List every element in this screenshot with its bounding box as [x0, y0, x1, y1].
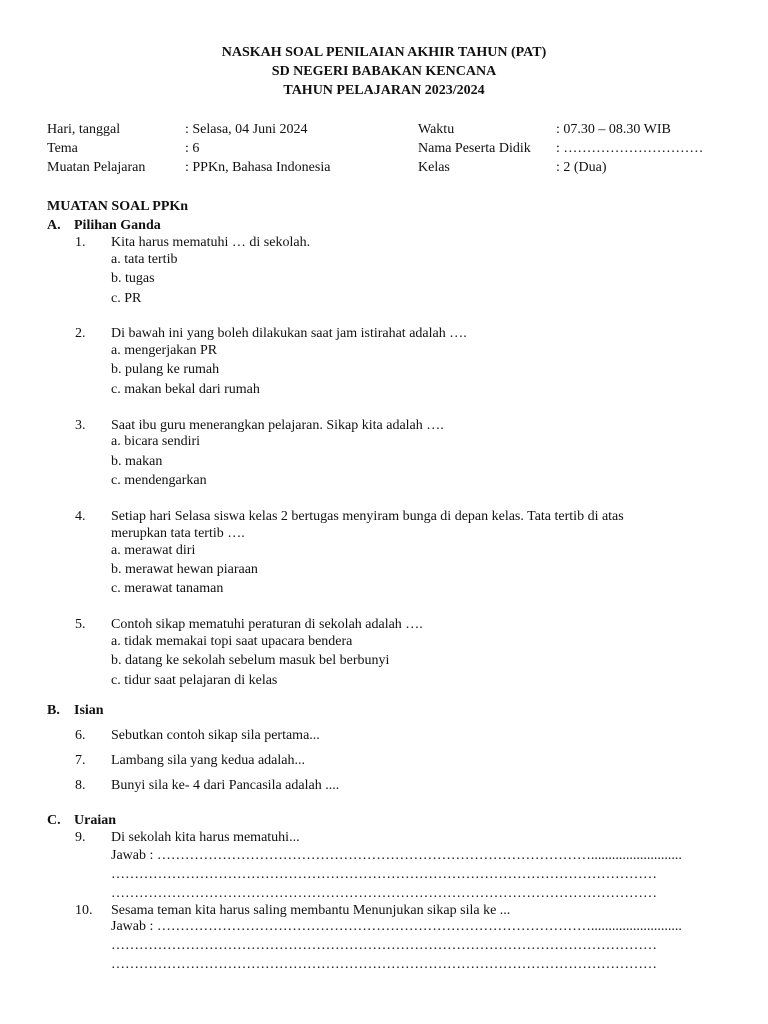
header-title-line1: NASKAH SOAL PENILAIAN AKHIR TAHUN (PAT) [221, 45, 547, 60]
answer-option: a. mengerjakan PR [111, 343, 218, 358]
answer-option: c. makan bekal dari rumah [111, 382, 260, 397]
meta-time-label: Waktu [418, 122, 455, 137]
meta-day-date-value: : Selasa, 04 Juni 2024 [185, 122, 308, 137]
answer-option: b. merawat hewan piaraan [111, 562, 258, 577]
answer-line: Jawab : ………………………………………………………………………………….......................... [111, 919, 682, 934]
question-text: Setiap hari Selasa siswa kelas 2 bertugas menyiram bunga di depan kelas. Tata tertib di atas [111, 509, 624, 524]
answer-option: b. datang ke sekolah sebelum masuk bel berbunyi [111, 653, 390, 668]
part-c-letter: C. [47, 813, 61, 828]
meta-theme-label: Tema [47, 141, 78, 156]
question-text: Lambang sila yang kedua adalah... [111, 753, 305, 768]
meta-class-value: : 2 (Dua) [556, 160, 607, 175]
answer-option: a. merawat diri [111, 543, 196, 558]
answer-option: a. tidak memakai topi saat upacara bendera [111, 634, 353, 649]
meta-subject-value: : PPKn, Bahasa Indonesia [185, 160, 331, 175]
part-b-title: Isian [74, 703, 104, 718]
question-number: 3. [75, 418, 86, 433]
question-number: 10. [75, 903, 93, 918]
meta-student-name-label: Nama Peserta Didik [418, 141, 531, 156]
part-b-letter: B. [47, 703, 60, 718]
question-number: 5. [75, 617, 86, 632]
question-text: Bunyi sila ke- 4 dari Pancasila adalah .... [111, 778, 340, 793]
header-school-year: TAHUN PELAJARAN 2023/2024 [283, 83, 485, 98]
answer-option: c. PR [111, 291, 142, 306]
question-number: 6. [75, 728, 86, 743]
meta-time-value: : 07.30 – 08.30 WIB [556, 122, 671, 137]
answer-option: a. tata tertib [111, 252, 178, 267]
question-number: 4. [75, 509, 86, 524]
question-number: 7. [75, 753, 86, 768]
answer-option: c. mendengarkan [111, 473, 207, 488]
answer-line: ……………………………………………………………………………………………………… [111, 957, 657, 972]
question-text: Sesama teman kita harus saling membantu Menunjukan sikap sila ke ... [111, 903, 511, 918]
question-text: Contoh sikap mematuhi peraturan di sekolah adalah …. [111, 617, 423, 632]
answer-option: a. bicara sendiri [111, 434, 201, 449]
question-number: 1. [75, 235, 86, 250]
meta-theme-value: : 6 [185, 141, 200, 156]
question-number: 2. [75, 326, 86, 341]
meta-day-date-label: Hari, tanggal [47, 122, 121, 137]
section-title: MUATAN SOAL PPKn [47, 199, 189, 214]
meta-subject-label: Muatan Pelajaran [47, 160, 146, 175]
question-text-continued: merupkan tata tertib …. [111, 526, 245, 541]
meta-class-label: Kelas [418, 160, 450, 175]
question-text: Sebutkan contoh sikap sila pertama... [111, 728, 320, 743]
part-a-title: Pilihan Ganda [74, 218, 161, 233]
question-number: 8. [75, 778, 86, 793]
header-school-name: SD NEGERI BABAKAN KENCANA [271, 64, 497, 79]
answer-line: ……………………………………………………………………………………………………… [111, 867, 657, 882]
answer-line: ……………………………………………………………………………………………………… [111, 886, 657, 901]
answer-option: b. tugas [111, 271, 155, 286]
answer-option: b. makan [111, 454, 163, 469]
question-number: 9. [75, 830, 86, 845]
answer-line: Jawab : ………………………………………………………………………………….......................... [111, 848, 682, 863]
question-text: Saat ibu guru menerangkan pelajaran. Sikap kita adalah …. [111, 418, 444, 433]
answer-line: ……………………………………………………………………………………………………… [111, 938, 657, 953]
question-text: Kita harus mematuhi … di sekolah. [111, 235, 311, 250]
question-text: Di bawah ini yang boleh dilakukan saat jam istirahat adalah …. [111, 326, 467, 341]
answer-option: b. pulang ke rumah [111, 362, 220, 377]
part-a-letter: A. [47, 218, 61, 233]
answer-option: c. merawat tanaman [111, 581, 224, 596]
answer-option: c. tidur saat pelajaran di kelas [111, 673, 278, 688]
question-text: Di sekolah kita harus mematuhi... [111, 830, 300, 845]
part-c-title: Uraian [74, 813, 116, 828]
meta-student-name-value: : ………………………… [556, 141, 704, 156]
